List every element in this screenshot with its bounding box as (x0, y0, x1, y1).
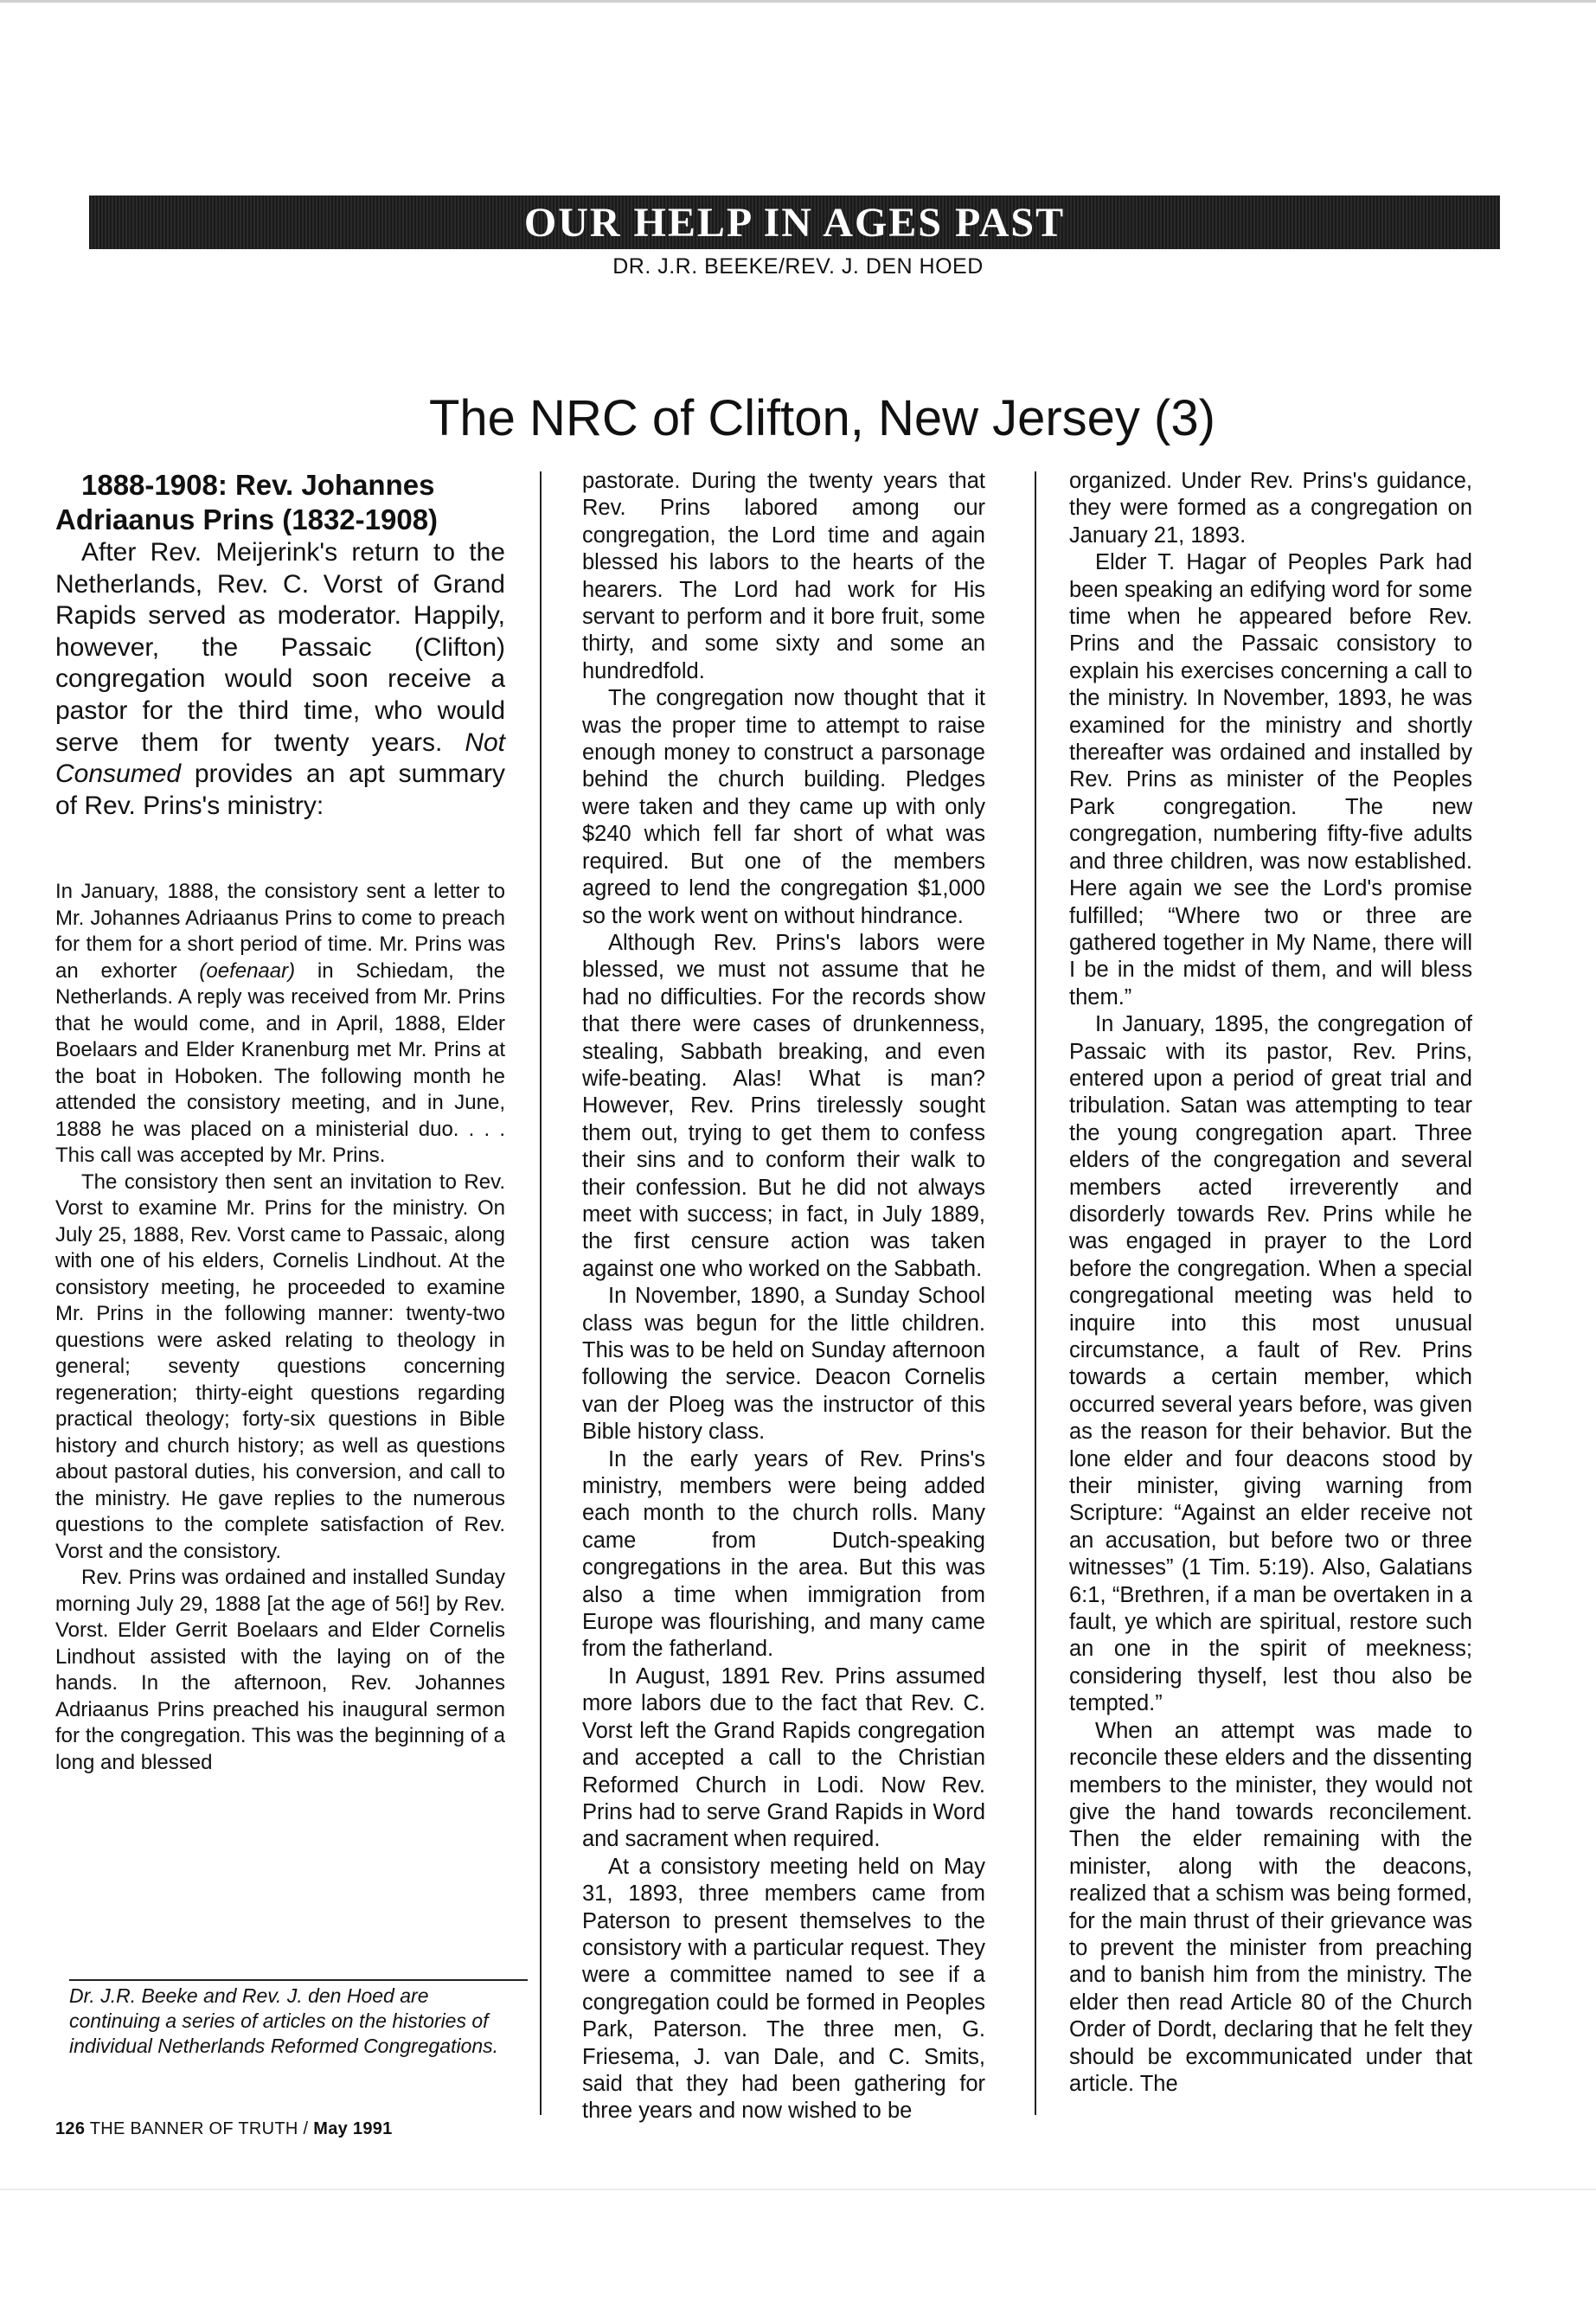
book-title: Not Consumed (55, 727, 505, 789)
intro-paragraph (55, 537, 505, 822)
paragraph: At a consistory meeting held on May 31, 1893, three members came from Paterson to present themselves to the consistory with a particular request. They were a committee named to see if a congregation could be formed in Peoples Park, Paterson. The three men, G. Friesema, J. van Dale, and C. Smits, said that they had been gathering for three years and now wished to be (582, 1854, 985, 2124)
column-1 (55, 468, 505, 1776)
banner-title: OUR HELP IN AGES PAST (523, 199, 1066, 246)
paragraph: In August, 1891 Rev. Prins assumed more labors due to the fact that Rev. C. Vorst left the Grand Rapids congregation and accepted a call to the Christian Reformed Church in Lodi. Now Rev. Prins had to serve Grand Rapids in Word and sacrament when required. (582, 1663, 985, 1852)
section-banner (89, 195, 1500, 249)
column-divider (540, 471, 542, 2115)
article-headline: The NRC of Clifton, New Jersey (3) (429, 390, 1215, 446)
page-footer (55, 2119, 393, 2139)
column-divider (1035, 471, 1036, 2115)
paragraph: Although Rev. Prins's labors were blessed, we must not assume that he had no difficulties. For the records show that there were cases of drunkenness, stealing, Sabbath breaking, and even wife-beating. Alas! What is man? However, Rev. Prins tirelessly sought them out, trying to get them to confess their sins and to conform their walk to their confession. But he did not always meet with success; in fact, in July 1889, the first censure action was taken against one who worked on the Sabbath. (582, 930, 985, 1281)
dutch-term: (oefenaar) (199, 958, 296, 983)
paragraph: When an attempt was made to reconcile these elders and the dissenting members to the minister, they would not give the hand towards reconcilement. Then the elder remaining with the minister, along with the deacons, realized that a schism was being formed, for the main thrust of their grievance was to prevent the minister from preaching and to banish him from the ministry. The elder then read Article 80 of the Church Order of Dordt, declaring that he felt they should be excommunicated under that article. The (1069, 1718, 1472, 2096)
paragraph: pastorate. During the twenty years that Rev. Prins labored among our congregation, the Lord time and again blessed his labors to the hearts of the hearers. The Lord had work for His servant to perform and it bore fruit, some thirty, and some sixty and some an hundredfold. (582, 469, 985, 683)
page-number: 126 (55, 2119, 86, 2138)
quote-paragraph: Rev. Prins was ordained and installed Sunday morning July 29, 1888 [at the age of 56!] by Rev. Vorst. Elder Gerrit Boelaars and Elder Cornelis Lindhout assisted with the laying on of the hands. In the afternoon, Rev. Johannes Adriaanus Prins preached his inaugural sermon for the congregation. This was the beginning of a long and blessed (55, 1566, 505, 1774)
author-note-rule (69, 1979, 528, 1981)
quote-paragraph: The consistory then sent an invitation to Rev. Vorst to examine Mr. Prins for the ministry. On July 25, 1888, Rev. Vorst came to Passaic, along with one of his elders, Cornelis Lindhout. At the consistory meeting, he proceeded to examine Mr. Prins in the following manner: twenty-two questions were asked relating to theology in general; seventy questions concerning regeneration; thirty-eight questions regarding practical theology; forty-six questions in Bible history and church history; as well as questions about pastoral duties, his conversion, and call to the ministry. He gave replies to the numerous questions to the complete satisfaction of Rev. Vorst and the consistory. (55, 1170, 505, 1563)
column-2 (582, 468, 985, 2125)
block-quote (55, 879, 505, 1776)
paragraph: In January, 1895, the congregation of Passaic with its pastor, Rev. Prins, entered upon a period of great trial and tribulation. Satan was attempting to tear the young congregation apart. Three elders of the congregation and several members acted irreverently and disorderly towards Rev. Prins while he was engaged in prayer to the Lord before the congregation. When a special congregational meeting was held to inquire into this most unusual circumstance, a fault of Rev. Prins towards a certain member, which occurred several years before, was given as the reason for their behavior. But the lone elder and four deacons stood by their minister, giving warning from Scripture: “Against an elder receive not an accusation, but before two or three witnesses” (1 Tim. 5:19). Also, Galatians 6:1, “Brethren, if a man be overtaken in a fault, ye which are spiritual, restore such an one in the spirit of meekness; considering thyself, lest thou also be tempted.” (1069, 1012, 1472, 1716)
magazine-name: THE BANNER OF TRUTH / (89, 2119, 309, 2138)
author-note: Dr. J.R. Beeke and Rev. J. den Hoed are continuing a series of articles on the histories of individual Netherlands Reformed Congregations. (69, 1984, 499, 2057)
paragraph: The congregation now thought that it was the proper time to attempt to raise enough money to construct a parsonage behind the church building. Pledges were taken and they came up with only $240 which fell far short of what was required. But one of the members agreed to lend the congregation $1,000 so the work went on without hindrance. (582, 686, 985, 928)
quote-paragraph: In January, 1888, the consistory sent a letter to Mr. Johannes Adriaanus Prins to come to preach for them for a short period of time. Mr. Prins was an exhorter (oefenaar) in Schiedam, the Netherlands. A reply was received from Mr. Prins that he would come, and in April, 1888, Elder Boelaars and Elder Kranenburg met Mr. Prins at the boat in Hoboken. The following month he attended the consistory meeting, and in June, 1888 he was placed on a ministerial duo. . . . This call was accepted by Mr. Prins. (55, 880, 505, 1168)
intro-text: After Rev. Meijerink's return to the Netherlands, Rev. C. Vorst of Grand Rapids served as moderator. Happily, however, the Passaic (Clifton) congregation would soon receive a pastor for the third time, who would serve them for twenty years. Not Consumed provides an apt summary of Rev. Prins's ministry: (55, 538, 505, 820)
column-3 (1069, 468, 1472, 2098)
scan-edge (0, 2189, 1596, 2190)
section-heading: 1888-1908: Rev. Johannes Adriaanus Prins (1832-1908) (55, 469, 439, 535)
issue-date: May 1991 (313, 2119, 393, 2138)
byline: DR. J.R. BEEKE/REV. J. DEN HOED (612, 254, 984, 279)
paragraph: In the early years of Rev. Prins's ministry, members were being added each month to the church rolls. Many came from Dutch-speaking congregations in the area. But this was also a time when immigration from Europe was flourishing, and many came from the fatherland. (582, 1446, 985, 1662)
paragraph: organized. Under Rev. Prins's guidance, they were formed as a congregation on January 21, 1893. (1069, 469, 1472, 548)
paragraph: In November, 1890, a Sunday School class was begun for the little children. This was to be held on Sunday afternoon following the service. Deacon Cornelis van der Ploeg was the instructor of this Bible history class. (582, 1284, 985, 1445)
paragraph: Elder T. Hagar of Peoples Park had been speaking an edifying word for some time when he appeared before Rev. Prins and the Passaic consistory to explain his exercises concerning a call to the ministry. In November, 1893, he was examined for the ministry and shortly thereafter was ordained and installed by Rev. Prins as minister of the Peoples Park congregation. The new congregation, numbering fifty-five adults and three children, was now established. Here again we see the Lord's promise fulfilled; “Where two or three are gathered together in My Name, there will I be in the midst of them, and will bless them.” (1069, 550, 1472, 1009)
